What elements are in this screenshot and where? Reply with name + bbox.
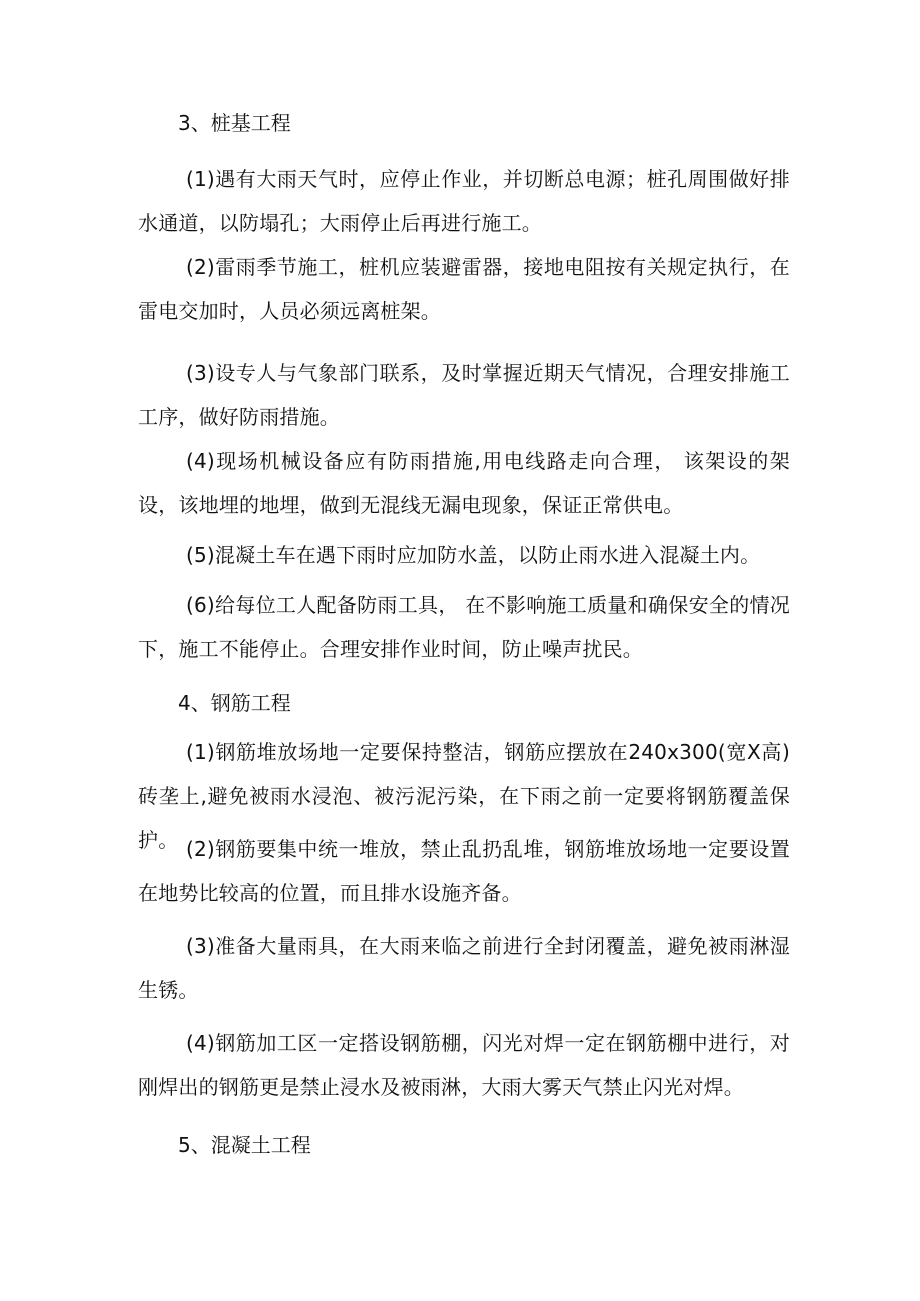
section-4-item-2: (2)钢筋要集中统一堆放，禁止乱扔乱堆，钢筋堆放场地一定要设置在地势比较高的位置，而且排水设施齐备。 <box>138 837 790 905</box>
section-4-item-3: (3)准备大量雨具，在大雨来临之前进行全封闭覆盖，避免被雨淋湿生锈。 <box>138 934 790 1002</box>
section-3-item-3: (3)设专人与气象部门联系，及时掌握近期天气情况，合理安排施工工序，做好防雨措施。 <box>138 361 790 429</box>
section-3-item-4: (4)现场机械设备应有防雨措施,用电线路走向合理， 该架设的架设，该地埋的地埋，做到无混线无漏电现象，保证正常供电。 <box>138 449 790 517</box>
section-4-item-4: (4)钢筋加工区一定搭设钢筋棚，闪光对焊一定在钢筋棚中进行，对刚焊出的钢筋更是禁止浸水及被雨淋，大雨大雾天气禁止闪光对焊。 <box>138 1031 790 1099</box>
section-3-item-2: (2)雷雨季节施工，桩机应装避雷器，接地电阻按有关规定执行，在雷电交加时，人员必须远离桩架。 <box>138 255 790 323</box>
section-4-heading: 4、钢筋工程 <box>178 691 291 715</box>
section-3-heading: 3、桩基工程 <box>178 111 291 135</box>
section-3-item-6: (6)给每位工人配备防雨工具， 在不影响施工质量和确保安全的情况下，施工不能停止。合理安排作业时间，防止噪声扰民。 <box>138 593 790 661</box>
section-4-item-1: (1)钢筋堆放场地一定要保持整洁，钢筋应摆放在240x300(宽X高)砖垄上,避免被雨水浸泡、被污泥污染，在下雨之前一定要将钢筋覆盖保护。 <box>138 740 790 852</box>
section-3-item-5: (5)混凝土车在遇下雨时应加防水盖，以防止雨水进入混凝土内。 <box>186 543 761 567</box>
section-3-item-1: (1)遇有大雨天气时，应停止作业，并切断总电源；桩孔周围做好排水通道，以防塌孔；大雨停止后再进行施工。 <box>138 167 790 235</box>
section-5-heading: 5、混凝土工程 <box>178 1133 311 1157</box>
